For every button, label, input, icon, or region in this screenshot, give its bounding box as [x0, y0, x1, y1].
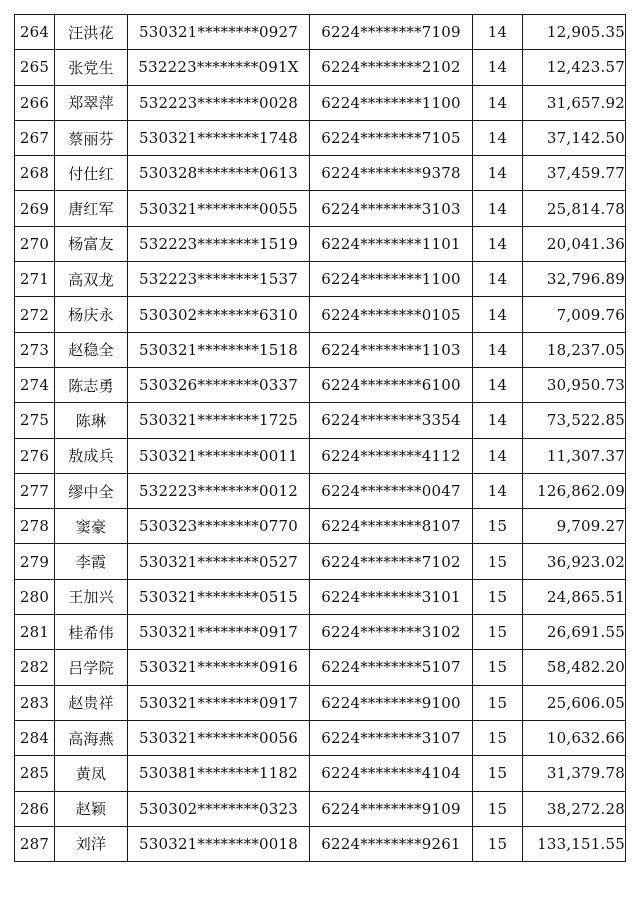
id-number-cell: 530321********0056 [128, 720, 310, 755]
id-number-cell: 530381********1182 [128, 756, 310, 791]
group-cell: 14 [473, 262, 523, 297]
amount-cell: 36,923.02 [523, 544, 626, 579]
name-cell: 缪中全 [55, 473, 128, 508]
bank-card-cell: 6224********4104 [310, 756, 473, 791]
id-number-cell: 530321********0916 [128, 650, 310, 685]
row-number-cell: 279 [15, 544, 55, 579]
group-cell: 14 [473, 438, 523, 473]
bank-card-cell: 6224********1101 [310, 226, 473, 261]
id-number-cell: 530302********0323 [128, 791, 310, 826]
bank-card-cell: 6224********6100 [310, 367, 473, 402]
bank-card-cell: 6224********3107 [310, 720, 473, 755]
name-cell: 杨庆永 [55, 297, 128, 332]
row-number-cell: 285 [15, 756, 55, 791]
id-number-cell: 530321********1725 [128, 403, 310, 438]
table-row [15, 756, 626, 791]
table-row [15, 615, 626, 650]
id-number-cell: 530326********0337 [128, 367, 310, 402]
id-number-cell: 532223********1537 [128, 262, 310, 297]
bank-card-cell: 6224********9378 [310, 156, 473, 191]
group-cell: 15 [473, 509, 523, 544]
table-row [15, 367, 626, 402]
amount-cell: 9,709.27 [523, 509, 626, 544]
amount-cell: 11,307.37 [523, 438, 626, 473]
name-cell: 杨富友 [55, 226, 128, 261]
amount-cell: 38,272.28 [523, 791, 626, 826]
group-cell: 14 [473, 473, 523, 508]
amount-cell: 10,632.66 [523, 720, 626, 755]
group-cell: 15 [473, 650, 523, 685]
id-number-cell: 530302********6310 [128, 297, 310, 332]
name-cell: 敖成兵 [55, 438, 128, 473]
group-cell: 15 [473, 685, 523, 720]
table-row [15, 85, 626, 120]
table-row [15, 226, 626, 261]
bank-card-cell: 6224********7109 [310, 15, 473, 50]
row-number-cell: 265 [15, 50, 55, 85]
group-cell: 14 [473, 297, 523, 332]
amount-cell: 37,142.50 [523, 120, 626, 155]
table-row [15, 297, 626, 332]
amount-cell: 12,423.57 [523, 50, 626, 85]
amount-cell: 37,459.77 [523, 156, 626, 191]
name-cell: 汪洪花 [55, 15, 128, 50]
table-row [15, 579, 626, 614]
name-cell: 窦豪 [55, 509, 128, 544]
table-row [15, 509, 626, 544]
row-number-cell: 280 [15, 579, 55, 614]
table-row [15, 50, 626, 85]
amount-cell: 31,379.78 [523, 756, 626, 791]
id-number-cell: 530321********1518 [128, 332, 310, 367]
row-number-cell: 271 [15, 262, 55, 297]
table-row [15, 262, 626, 297]
table-row [15, 720, 626, 755]
name-cell: 赵贵祥 [55, 685, 128, 720]
group-cell: 15 [473, 826, 523, 861]
name-cell: 陈琳 [55, 403, 128, 438]
row-number-cell: 273 [15, 332, 55, 367]
bank-card-cell: 6224********0105 [310, 297, 473, 332]
bank-card-cell: 6224********2102 [310, 50, 473, 85]
bank-card-cell: 6224********5107 [310, 650, 473, 685]
group-cell: 15 [473, 720, 523, 755]
row-number-cell: 264 [15, 15, 55, 50]
row-number-cell: 274 [15, 367, 55, 402]
amount-cell: 24,865.51 [523, 579, 626, 614]
bank-card-cell: 6224********7105 [310, 120, 473, 155]
group-cell: 14 [473, 332, 523, 367]
group-cell: 14 [473, 85, 523, 120]
table-row [15, 332, 626, 367]
row-number-cell: 272 [15, 297, 55, 332]
name-cell: 赵稳全 [55, 332, 128, 367]
amount-cell: 32,796.89 [523, 262, 626, 297]
row-number-cell: 269 [15, 191, 55, 226]
amount-cell: 26,691.55 [523, 615, 626, 650]
row-number-cell: 283 [15, 685, 55, 720]
id-number-cell: 532223********0012 [128, 473, 310, 508]
table-row [15, 685, 626, 720]
name-cell: 高双龙 [55, 262, 128, 297]
row-number-cell: 287 [15, 826, 55, 861]
bank-card-cell: 6224********4112 [310, 438, 473, 473]
name-cell: 李霞 [55, 544, 128, 579]
row-number-cell: 281 [15, 615, 55, 650]
group-cell: 14 [473, 50, 523, 85]
table-row [15, 120, 626, 155]
name-cell: 张党生 [55, 50, 128, 85]
group-cell: 15 [473, 544, 523, 579]
bank-card-cell: 6224********0047 [310, 473, 473, 508]
id-number-cell: 532223********091X [128, 50, 310, 85]
row-number-cell: 275 [15, 403, 55, 438]
bank-card-cell: 6224********1100 [310, 85, 473, 120]
id-number-cell: 532223********0028 [128, 85, 310, 120]
amount-cell: 133,151.55 [523, 826, 626, 861]
table-row [15, 791, 626, 826]
id-number-cell: 530323********0770 [128, 509, 310, 544]
id-number-cell: 530328********0613 [128, 156, 310, 191]
id-number-cell: 530321********0018 [128, 826, 310, 861]
amount-cell: 12,905.35 [523, 15, 626, 50]
amount-cell: 7,009.76 [523, 297, 626, 332]
bank-card-cell: 6224********9100 [310, 685, 473, 720]
table-row [15, 438, 626, 473]
bank-card-cell: 6224********9261 [310, 826, 473, 861]
table-row [15, 544, 626, 579]
table-row [15, 156, 626, 191]
bank-card-cell: 6224********3102 [310, 615, 473, 650]
id-number-cell: 530321********0011 [128, 438, 310, 473]
id-number-cell: 530321********0927 [128, 15, 310, 50]
name-cell: 刘洋 [55, 826, 128, 861]
row-number-cell: 267 [15, 120, 55, 155]
bank-card-cell: 6224********1103 [310, 332, 473, 367]
row-number-cell: 268 [15, 156, 55, 191]
id-number-cell: 530321********0917 [128, 615, 310, 650]
id-number-cell: 532223********1519 [128, 226, 310, 261]
name-cell: 桂希伟 [55, 615, 128, 650]
row-number-cell: 278 [15, 509, 55, 544]
bank-card-cell: 6224********7102 [310, 544, 473, 579]
table-row [15, 403, 626, 438]
roster-body [15, 15, 626, 862]
name-cell: 陈志勇 [55, 367, 128, 402]
payment-roster-table [14, 14, 626, 862]
row-number-cell: 277 [15, 473, 55, 508]
row-number-cell: 286 [15, 791, 55, 826]
amount-cell: 25,814.78 [523, 191, 626, 226]
group-cell: 15 [473, 756, 523, 791]
group-cell: 14 [473, 191, 523, 226]
name-cell: 高海燕 [55, 720, 128, 755]
group-cell: 14 [473, 226, 523, 261]
group-cell: 14 [473, 403, 523, 438]
amount-cell: 73,522.85 [523, 403, 626, 438]
amount-cell: 31,657.92 [523, 85, 626, 120]
id-number-cell: 530321********1748 [128, 120, 310, 155]
table-row [15, 15, 626, 50]
group-cell: 14 [473, 120, 523, 155]
id-number-cell: 530321********0527 [128, 544, 310, 579]
amount-cell: 18,237.05 [523, 332, 626, 367]
amount-cell: 58,482.20 [523, 650, 626, 685]
name-cell: 赵颖 [55, 791, 128, 826]
table-row [15, 826, 626, 861]
group-cell: 14 [473, 367, 523, 402]
group-cell: 15 [473, 615, 523, 650]
bank-card-cell: 6224********3354 [310, 403, 473, 438]
id-number-cell: 530321********0055 [128, 191, 310, 226]
bank-card-cell: 6224********3103 [310, 191, 473, 226]
amount-cell: 126,862.09 [523, 473, 626, 508]
row-number-cell: 282 [15, 650, 55, 685]
group-cell: 14 [473, 156, 523, 191]
table-row [15, 473, 626, 508]
table-row [15, 650, 626, 685]
name-cell: 黄凤 [55, 756, 128, 791]
group-cell: 14 [473, 15, 523, 50]
name-cell: 蔡丽芬 [55, 120, 128, 155]
bank-card-cell: 6224********9109 [310, 791, 473, 826]
bank-card-cell: 6224********1100 [310, 262, 473, 297]
group-cell: 15 [473, 791, 523, 826]
amount-cell: 25,606.05 [523, 685, 626, 720]
row-number-cell: 284 [15, 720, 55, 755]
row-number-cell: 266 [15, 85, 55, 120]
row-number-cell: 276 [15, 438, 55, 473]
table-row [15, 191, 626, 226]
group-cell: 15 [473, 579, 523, 614]
id-number-cell: 530321********0515 [128, 579, 310, 614]
id-number-cell: 530321********0917 [128, 685, 310, 720]
bank-card-cell: 6224********8107 [310, 509, 473, 544]
name-cell: 唐红军 [55, 191, 128, 226]
bank-card-cell: 6224********3101 [310, 579, 473, 614]
amount-cell: 20,041.36 [523, 226, 626, 261]
row-number-cell: 270 [15, 226, 55, 261]
name-cell: 王加兴 [55, 579, 128, 614]
name-cell: 吕学院 [55, 650, 128, 685]
name-cell: 郑翠萍 [55, 85, 128, 120]
name-cell: 付仕红 [55, 156, 128, 191]
amount-cell: 30,950.73 [523, 367, 626, 402]
